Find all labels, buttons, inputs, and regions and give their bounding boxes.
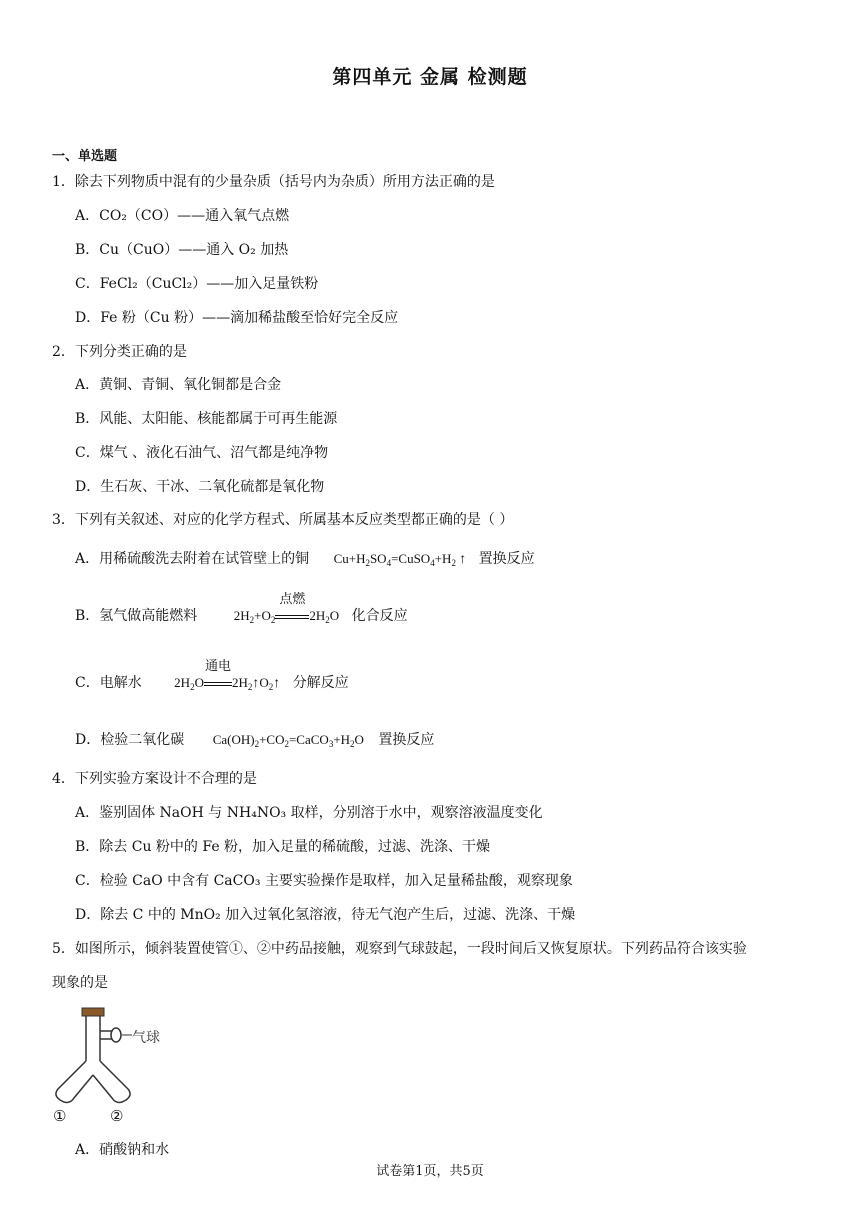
question-4-stem: 4．下列实验方案设计不合理的是 bbox=[52, 771, 257, 787]
reaction-type-b: 化合反应 bbox=[351, 608, 408, 624]
question-3-option-b bbox=[75, 591, 408, 625]
option-c-text: C．电解水 bbox=[75, 675, 142, 691]
page-footer: 试卷第1页，共5页 bbox=[376, 1164, 484, 1179]
question-4-option-a: A．鉴别固体 NaOH 与 NH₄NO₃ 取样，分别溶于水中，观察溶液温度变化 bbox=[75, 805, 543, 821]
tube-2-label: ② bbox=[110, 1107, 124, 1125]
question-3-option-a bbox=[75, 550, 535, 569]
question-1-stem: 1．除去下列物质中混有的少量杂质（括号内为杂质）所用方法正确的是 bbox=[52, 174, 495, 190]
balloon-label: 气球 bbox=[132, 1030, 160, 1046]
question-5-stem-line1: 5．如图所示，倾斜装置使管①、②中药品接触，观察到气球鼓起，一段时间后又恢复原状。下列药品符合该实验 bbox=[52, 941, 747, 957]
question-2-option-b: B．风能、太阳能、核能都属于可再生能源 bbox=[75, 411, 338, 427]
equation-c: $2H_2O$ 通电 $2H_2↑O_2↑$ bbox=[174, 658, 281, 692]
condition-ignite: 点燃 bbox=[279, 591, 306, 606]
question-2-stem: 2．下列分类正确的是 bbox=[52, 344, 187, 360]
question-5-stem-line2: 现象的是 bbox=[52, 975, 108, 991]
question-3-option-c bbox=[75, 658, 349, 693]
question-4-option-d: D．除去 C 中的 MnO₂ 加入过氧化氢溶液，待无气泡产生后，过滤、洗涤、干燥 bbox=[75, 907, 576, 923]
question-1-option-d: D．Fe 粉（Cu 粉）——滴加稀盐酸至恰好完全反应 bbox=[75, 310, 399, 326]
option-b-text: B．氢气做高能燃料 bbox=[75, 608, 198, 624]
condition-electrolysis: 通电 bbox=[204, 658, 231, 673]
question-1-option-b: B．Cu（CuO）——通入 O₂ 加热 bbox=[75, 242, 289, 258]
reaction-type-c: 分解反应 bbox=[292, 675, 349, 691]
equation-b: $2H_2+O_2$ 点燃 $2H_2O$ bbox=[233, 591, 340, 625]
reaction-type-a: 置换反应 bbox=[478, 551, 535, 567]
question-2-option-d: D．生石灰、干冰、二氧化硫都是氧化物 bbox=[75, 479, 325, 495]
question-2-option-a: A．黄铜、青铜、氧化铜都是合金 bbox=[75, 377, 282, 393]
question-4-option-c: C．检验 CaO 中含有 CaCO₃ 主要实验操作是取样，加入足量稀盐酸，观察现象 bbox=[75, 873, 573, 889]
y-tube-apparatus-figure bbox=[50, 1003, 190, 1132]
page-title: 第四单元 金属 检测题 bbox=[332, 66, 528, 88]
section-heading: 一、单选题 bbox=[52, 149, 118, 164]
option-d-text: D．检验二氧化碳 bbox=[75, 732, 185, 748]
stopper-shape bbox=[82, 1008, 104, 1016]
balloon-shape bbox=[111, 1028, 121, 1042]
option-a-text: A．用稀硫酸洗去附着在试管壁上的铜 bbox=[75, 551, 310, 567]
question-1-option-c: C．FeCl₂（CuCl₂）——加入足量铁粉 bbox=[75, 276, 319, 292]
question-4-option-b: B．除去 Cu 粉中的 Fe 粉，加入足量的稀硫酸，过滤、洗涤、干燥 bbox=[75, 839, 491, 855]
tube-1-label: ① bbox=[53, 1107, 67, 1125]
question-2-option-c: C．煤气 、液化石油气、沼气都是纯净物 bbox=[75, 445, 329, 461]
question-3-option-d bbox=[75, 731, 434, 749]
reaction-type-d: 置换反应 bbox=[378, 732, 435, 748]
equation-a: $Cu+H_2SO_4=CuSO_4+H_2$ ↑ bbox=[333, 551, 467, 568]
equation-d: $Ca(OH)_2+CO_2=CaCO_3+H_2O$ bbox=[212, 732, 364, 749]
question-1-option-a: A．CO₂（CO）——通入氧气点燃 bbox=[75, 208, 290, 224]
question-3-stem: 3．下列有关叙述、对应的化学方程式、所属基本反应类型都正确的是（ ） bbox=[52, 512, 514, 528]
question-5-option-a: A．硝酸钠和水 bbox=[75, 1142, 170, 1158]
